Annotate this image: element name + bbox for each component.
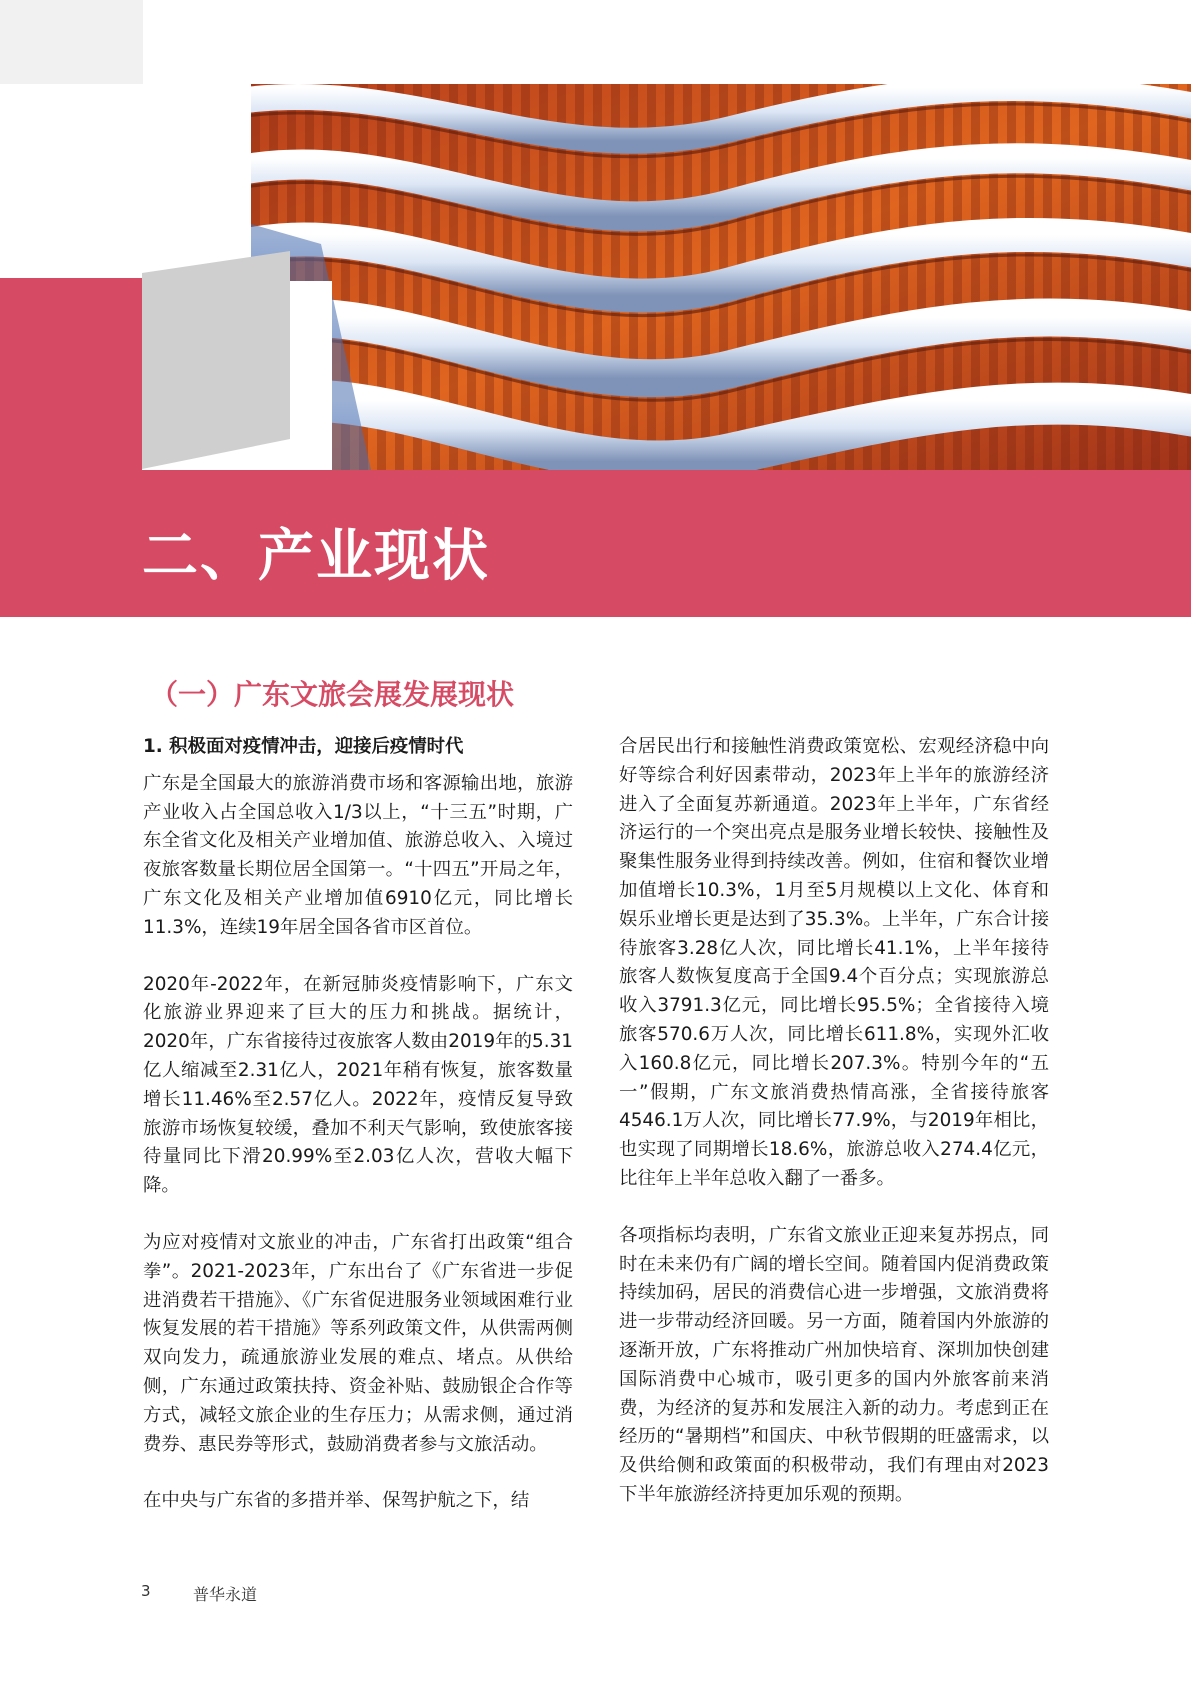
paragraph: 各项指标均表明，广东省文旅业正迎来复苏拐点，同时在未来仍有广阔的增长空间。随着国内促消费政策持续加码，居民的消费信心进一步增强，文旅消费将进一步带动经济回暖。另一方面，随着国内外旅游的逐渐开放，广东将推动广州加快培育、深圳加快创建国际消费中心城市，吸引更多的国内外旅客前来消费，为经济的复苏和发展注入新的动力。考虑到正在经历的“暑期档”和国庆、中秋节假期的旺盛需求，以及供给侧和政策面的积极带动，我们有理由对2023下半年旅游经济持更加乐观的预期。 bbox=[619, 1224, 1049, 1505]
hero-photo bbox=[251, 84, 1191, 470]
paragraph: 在中央与广东省的多措并举、保驾护航之下，结 bbox=[143, 1490, 530, 1512]
subsection-title: （一）广东文旅会展发展现状 bbox=[150, 678, 515, 711]
grey-flap-shape bbox=[142, 251, 292, 471]
paragraph: 2020年-2022年，在新冠肺炎疫情影响下，广东文化旅游业界迎来了巨大的压力和挑战。据统计，2020年，广东省接待过夜旅客人数由2019年的5.31亿人缩减至2.31亿人，2021年稍有恢复，旅客数量增长11.46%至2.57亿人。2022年，疫情反复导致旅游市场恢复较缓，叠加不利天气影响，致使旅客接待量同比下滑20.99%至2.03亿人次，营收大幅下降。 bbox=[143, 973, 573, 1197]
page-number: 3 bbox=[141, 1582, 151, 1600]
paragraph: 合居民出行和接触性消费政策宽松、宏观经济稳中向好等综合利好因素带动，2023年上半年的旅游经济进入了全面复苏新通道。2023年上半年，广东省经济运行的一个突出亮点是服务业增长较快、接触性及聚集性服务业得到持续改善。例如，住宿和餐饮业增加值增长10.3%，1月至5月规模以上文化、体育和娱乐业增长更是达到了35.3%。上半年，广东合计接待旅客3.28亿人次，同比增长41.1%，上半年接待旅客人数恢复度高于全国9.4个百分点；实现旅游总收入3791.3亿元，同比增长95.5%；全省接待入境旅客570.6万人次，同比增长611.8%，实现外汇收入160.8亿元，同比增长207.3%。特别今年的“五一”假期，广东文旅消费热情高涨，全省接待旅客4546.1万人次，同比增长77.9%，与2019年相比，也实现了同期增长18.6%，旅游总收入274.4亿元，比往年上半年总收入翻了一番多。 bbox=[619, 736, 1049, 1189]
article-heading: 1. 积极面对疫情冲击，迎接后疫情时代 bbox=[143, 736, 464, 757]
right-column bbox=[619, 733, 1049, 1538]
wavy-building-facade-image bbox=[251, 84, 1191, 470]
footer-brand: 普华永道 bbox=[193, 1585, 258, 1604]
paragraph: 为应对疫情对文旅业的冲击，广东省打出政策“组合拳”。2021-2023年，广东出台了《广东省进一步促进消费若干措施》、《广东省促进服务业领域困难行业恢复发展的若干措施》等系列政策文件，从供需两侧双向发力，疏通旅游业发展的难点、堵点。从供给侧，广东通过政策扶持、资金补贴、鼓励银企合作等方式，减轻文旅企业的生存压力；从需求侧，通过消费券、惠民券等形式，鼓励消费者参与文旅活动。 bbox=[143, 1231, 573, 1455]
paragraph: 广东是全国最大的旅游消费市场和客源输出地，旅游产业收入占全国总收入1/3以上，“十三五”时期，广东全省文化及相关产业增加值、旅游总收入、入境过夜旅客数量长期位居全国第一。“十四五”开局之年，广东文化及相关产业增加值6910亿元，同比增长11.3%，连续19年居全国各省市区首位。 bbox=[143, 772, 573, 938]
left-column bbox=[143, 733, 573, 1544]
section-title: 二、产业现状 bbox=[142, 523, 490, 589]
corner-tab bbox=[0, 0, 143, 84]
